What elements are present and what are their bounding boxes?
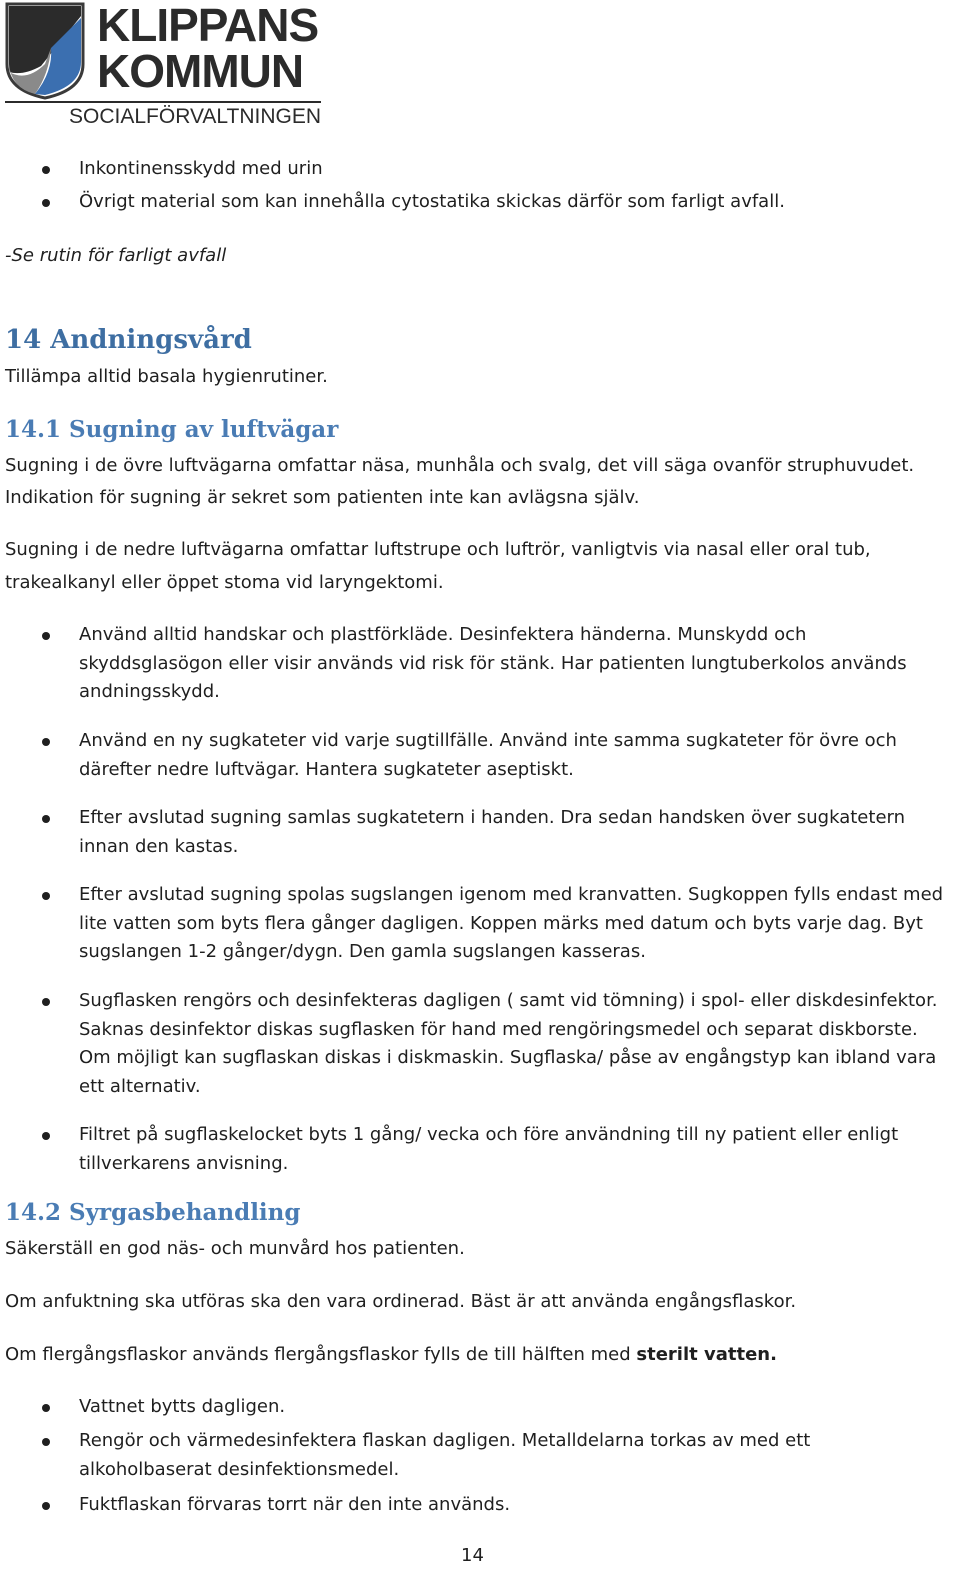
paragraph-line: Sugning i de nedre luftvägarna omfattar luftstrupe och luftrör, vanligtvis via nasal eller oral tub, bbox=[5, 539, 871, 560]
list-item-text: Använd en ny sugkateter vid varje sugtillfälle. Använd inte samma sugkateter för övre och därefter nedre luftvägar. Hantera sugkateter aseptiskt. bbox=[79, 730, 897, 780]
bullet-icon bbox=[42, 892, 50, 900]
bullet-icon bbox=[42, 1438, 50, 1446]
section-heading-14: 14 Andningsvård bbox=[5, 325, 252, 355]
bullet-icon bbox=[42, 199, 50, 207]
list-item-text: Filtret på sugflaskelocket byts 1 gång/ vecka och före användning till ny patient eller enligt tillverkarens anvisning. bbox=[79, 1124, 899, 1174]
klippans-kommun-logo bbox=[5, 2, 325, 130]
bullet-icon bbox=[42, 1132, 50, 1140]
list-item-text: Vattnet bytts dagligen. bbox=[79, 1396, 286, 1417]
logo-text-socialforvaltningen: SOCIALFÖRVALTNINGEN bbox=[69, 105, 322, 128]
bullet-icon bbox=[42, 632, 50, 640]
section-heading-14-1: 14.1 Sugning av luftvägar bbox=[5, 416, 339, 443]
logo-divider bbox=[5, 101, 321, 103]
paragraph: Säkerställ en god näs- och munvård hos patienten. bbox=[5, 1238, 465, 1259]
paragraph-text: Om flergångsflaskor används flergångsflaskor fylls de till hälften med bbox=[5, 1344, 637, 1365]
list-item-text: Efter avslutad sugning samlas sugkatetern i handen. Dra sedan handsken över sugkatetern innan den kastas. bbox=[79, 807, 906, 857]
paragraph-line: Indikation för sugning är sekret som patienten inte kan avlägsna själv. bbox=[5, 487, 640, 508]
list-item-text: Sugflasken rengörs och desinfekteras dagligen ( samt vid tömning) i spol- eller diskdesinfektor. Saknas desinfektor diskas sugflasken för hand med rengöringsmedel och separat diskborste. Om möjligt kan sugflaskan diskas i diskmaskin. Sugflaska/ påse av engångstyp kan ibland vara ett alternativ. bbox=[79, 990, 938, 1097]
paragraph bbox=[5, 1340, 777, 1369]
list-item-text: Efter avslutad sugning spolas sugslangen igenom med kranvatten. Sugkoppen fylls endast med lite vatten som byts flera gånger dagligen. Koppen märks med datum och byts varje dag. Byt sugslangen 1-2 gånger/dygn. Den gamla sugslangen kasseras. bbox=[79, 884, 944, 962]
farligt-avfall-note: -Se rutin för farligt avfall bbox=[5, 245, 227, 266]
logo-text-klippans: KLIPPANS bbox=[97, 0, 319, 51]
list-item-text: Övrigt material som kan innehålla cytostatika skickas därför som farligt avfall. bbox=[79, 191, 785, 212]
bullet-icon bbox=[42, 998, 50, 1006]
section-14-text: Tillämpa alltid basala hygienrutiner. bbox=[5, 366, 328, 387]
bullet-icon bbox=[42, 738, 50, 746]
list-item-text: Fuktflaskan förvaras torrt när den inte används. bbox=[79, 1494, 511, 1515]
page-number: 14 bbox=[461, 1545, 484, 1566]
bullet-icon bbox=[42, 1404, 50, 1412]
paragraph-line: Sugning i de övre luftvägarna omfattar näsa, munhåla och svalg, det vill säga ovanför struphuvudet. bbox=[5, 455, 915, 476]
list-item-text: Inkontinensskydd med urin bbox=[79, 158, 323, 179]
bullet-icon bbox=[42, 815, 50, 823]
paragraph: Om anfuktning ska utföras ska den vara ordinerad. Bäst är att använda engångsflaskor. bbox=[5, 1291, 797, 1312]
section-heading-14-2: 14.2 Syrgasbehandling bbox=[5, 1199, 301, 1226]
list-item-text: Rengör och värmedesinfektera flaskan dagligen. Metalldelarna torkas av med ett alkoholbaserat desinfektionsmedel. bbox=[79, 1430, 811, 1480]
bullet-icon bbox=[42, 1502, 50, 1510]
paragraph-bold-text: sterilt vatten. bbox=[636, 1344, 777, 1365]
bullet-icon bbox=[42, 166, 50, 174]
logo-text-kommun: KOMMUN bbox=[97, 45, 304, 97]
coat-of-arms-icon bbox=[5, 2, 85, 100]
paragraph-line: trakealkanyl eller öppet stoma vid laryngektomi. bbox=[5, 572, 444, 593]
list-item-text: Använd alltid handskar och plastförkläde. Desinfektera händerna. Munskydd och skyddsglasögon eller visir används vid risk för stänk. Har patienten lungtuberkolos används andningsskydd. bbox=[79, 624, 907, 702]
